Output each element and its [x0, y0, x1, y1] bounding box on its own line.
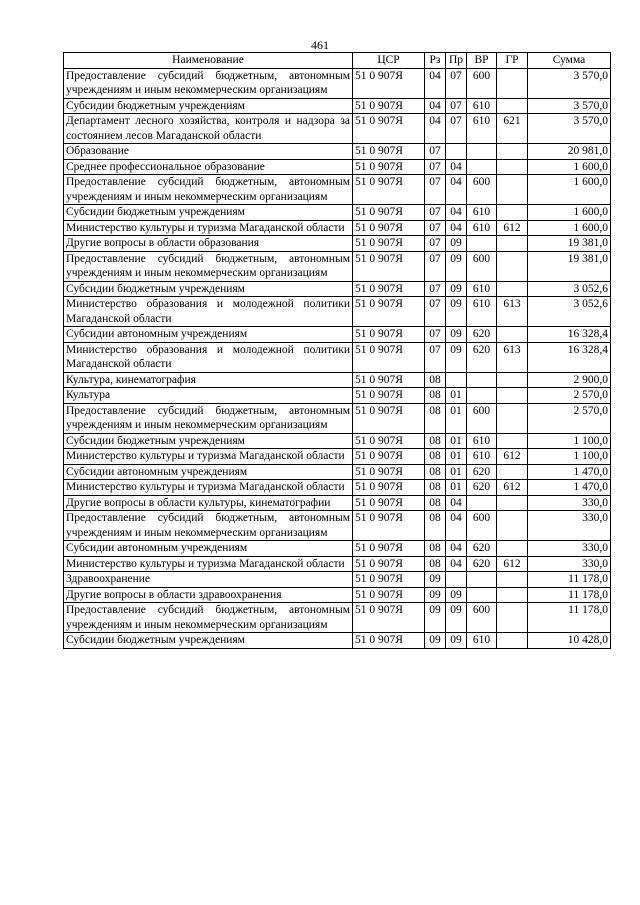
cell-vr: 610 [467, 281, 497, 297]
cell-gr [497, 68, 528, 98]
cell-sum: 1 100,0 [528, 449, 611, 465]
cell-name: Предоставление субсидий бюджетным, автономным учреждениям и иным некоммерческим организациям [64, 175, 353, 205]
cell-name: Министерство культуры и туризма Магаданской области [64, 556, 353, 572]
cell-gr: 612 [497, 556, 528, 572]
cell-rz: 08 [425, 556, 446, 572]
cell-vr [467, 587, 497, 603]
cell-sum: 1 600,0 [528, 220, 611, 236]
cell-vr: 610 [467, 433, 497, 449]
cell-csr: 51 0 907Я [353, 327, 425, 343]
table-row [64, 372, 611, 388]
cell-sum: 16 328,4 [528, 342, 611, 372]
cell-csr: 51 0 907Я [353, 251, 425, 281]
cell-pr: 07 [446, 98, 467, 114]
table-row [64, 449, 611, 465]
cell-pr: 01 [446, 464, 467, 480]
table-row [64, 342, 611, 372]
table-row [64, 175, 611, 205]
table-row [64, 236, 611, 252]
cell-pr: 09 [446, 297, 467, 327]
cell-gr [497, 144, 528, 160]
header-sum: Сумма [528, 53, 611, 69]
cell-name: Предоставление субсидий бюджетным, автономным учреждениям и иным некоммерческим организациям [64, 403, 353, 433]
table-row [64, 205, 611, 221]
cell-csr: 51 0 907Я [353, 98, 425, 114]
cell-name: Министерство культуры и туризма Магаданской области [64, 449, 353, 465]
cell-sum: 330,0 [528, 511, 611, 541]
cell-sum: 16 328,4 [528, 327, 611, 343]
cell-csr: 51 0 907Я [353, 68, 425, 98]
cell-name: Субсидии бюджетным учреждениям [64, 98, 353, 114]
cell-vr: 620 [467, 342, 497, 372]
cell-rz: 07 [425, 175, 446, 205]
cell-vr: 610 [467, 114, 497, 144]
cell-pr: 04 [446, 511, 467, 541]
cell-sum: 20 981,0 [528, 144, 611, 160]
header-gr: ГР [497, 53, 528, 69]
cell-pr: 09 [446, 342, 467, 372]
cell-csr: 51 0 907Я [353, 281, 425, 297]
table-row [64, 281, 611, 297]
cell-pr: 09 [446, 633, 467, 649]
cell-vr [467, 495, 497, 511]
cell-csr: 51 0 907Я [353, 587, 425, 603]
cell-csr: 51 0 907Я [353, 556, 425, 572]
table-row [64, 403, 611, 433]
cell-sum: 1 600,0 [528, 159, 611, 175]
table-row [64, 220, 611, 236]
header-name: Наименование [64, 53, 353, 69]
table-row [64, 98, 611, 114]
cell-rz: 08 [425, 464, 446, 480]
cell-rz: 08 [425, 541, 446, 557]
cell-csr: 51 0 907Я [353, 464, 425, 480]
table-row [64, 633, 611, 649]
cell-vr: 600 [467, 511, 497, 541]
cell-rz: 08 [425, 372, 446, 388]
cell-name: Департамент лесного хозяйства, контроля и надзора за состоянием лесов Магаданской области [64, 114, 353, 144]
cell-name: Министерство культуры и туризма Магаданской области [64, 480, 353, 496]
cell-sum: 19 381,0 [528, 251, 611, 281]
cell-vr: 600 [467, 403, 497, 433]
cell-name: Субсидии автономным учреждениям [64, 327, 353, 343]
cell-vr: 610 [467, 449, 497, 465]
cell-gr [497, 98, 528, 114]
table-row [64, 68, 611, 98]
cell-pr: 01 [446, 388, 467, 404]
cell-csr: 51 0 907Я [353, 603, 425, 633]
table-row [64, 114, 611, 144]
cell-rz: 07 [425, 236, 446, 252]
table-row [64, 541, 611, 557]
table-row [64, 587, 611, 603]
cell-csr: 51 0 907Я [353, 114, 425, 144]
cell-vr: 610 [467, 633, 497, 649]
cell-pr [446, 572, 467, 588]
cell-csr: 51 0 907Я [353, 480, 425, 496]
table-row [64, 480, 611, 496]
cell-name: Министерство образования и молодежной политики Магаданской области [64, 297, 353, 327]
cell-vr: 610 [467, 220, 497, 236]
cell-name: Другие вопросы в области культуры, кинематографии [64, 495, 353, 511]
cell-vr: 620 [467, 327, 497, 343]
cell-csr: 51 0 907Я [353, 236, 425, 252]
cell-gr [497, 433, 528, 449]
cell-gr [497, 633, 528, 649]
cell-name: Предоставление субсидий бюджетным, автономным учреждениям и иным некоммерческим организациям [64, 68, 353, 98]
cell-csr: 51 0 907Я [353, 205, 425, 221]
cell-name: Субсидии автономным учреждениям [64, 464, 353, 480]
cell-gr: 621 [497, 114, 528, 144]
cell-pr: 07 [446, 68, 467, 98]
cell-rz: 08 [425, 388, 446, 404]
cell-pr [446, 372, 467, 388]
cell-name: Предоставление субсидий бюджетным, автономным учреждениям и иным некоммерческим организациям [64, 251, 353, 281]
cell-csr: 51 0 907Я [353, 572, 425, 588]
cell-pr: 09 [446, 327, 467, 343]
cell-vr [467, 372, 497, 388]
table-row [64, 159, 611, 175]
cell-vr: 610 [467, 98, 497, 114]
cell-gr [497, 205, 528, 221]
cell-pr: 04 [446, 556, 467, 572]
cell-vr [467, 144, 497, 160]
cell-name: Среднее профессиональное образование [64, 159, 353, 175]
cell-sum: 330,0 [528, 495, 611, 511]
cell-rz: 04 [425, 68, 446, 98]
cell-rz: 08 [425, 480, 446, 496]
cell-sum: 3 570,0 [528, 98, 611, 114]
cell-rz: 07 [425, 297, 446, 327]
cell-vr: 610 [467, 297, 497, 327]
table-body [64, 68, 611, 648]
cell-vr: 620 [467, 464, 497, 480]
cell-sum: 1 100,0 [528, 433, 611, 449]
table-row [64, 603, 611, 633]
cell-name: Предоставление субсидий бюджетным, автономным учреждениям и иным некоммерческим организациям [64, 603, 353, 633]
cell-sum: 11 178,0 [528, 572, 611, 588]
cell-name: Другие вопросы в области образования [64, 236, 353, 252]
cell-rz: 09 [425, 603, 446, 633]
table-row [64, 556, 611, 572]
cell-vr: 620 [467, 541, 497, 557]
table-row [64, 144, 611, 160]
cell-csr: 51 0 907Я [353, 511, 425, 541]
cell-sum: 19 381,0 [528, 236, 611, 252]
cell-vr: 600 [467, 603, 497, 633]
cell-gr [497, 388, 528, 404]
cell-name: Субсидии автономным учреждениям [64, 541, 353, 557]
cell-csr: 51 0 907Я [353, 388, 425, 404]
cell-name: Другие вопросы в области здравоохранения [64, 587, 353, 603]
cell-gr [497, 511, 528, 541]
cell-csr: 51 0 907Я [353, 372, 425, 388]
cell-pr: 09 [446, 587, 467, 603]
cell-pr: 09 [446, 603, 467, 633]
cell-pr: 04 [446, 159, 467, 175]
cell-gr [497, 587, 528, 603]
cell-rz: 08 [425, 495, 446, 511]
cell-csr: 51 0 907Я [353, 144, 425, 160]
cell-name: Культура, кинематография [64, 372, 353, 388]
cell-gr [497, 236, 528, 252]
table-row [64, 511, 611, 541]
cell-name: Министерство культуры и туризма Магаданской области [64, 220, 353, 236]
cell-vr [467, 159, 497, 175]
cell-rz: 08 [425, 433, 446, 449]
cell-name: Образование [64, 144, 353, 160]
cell-pr: 01 [446, 433, 467, 449]
table-row [64, 327, 611, 343]
cell-sum: 330,0 [528, 541, 611, 557]
cell-gr [497, 281, 528, 297]
cell-rz: 07 [425, 342, 446, 372]
cell-vr [467, 236, 497, 252]
cell-gr [497, 403, 528, 433]
table-row [64, 464, 611, 480]
table-row [64, 495, 611, 511]
cell-pr: 09 [446, 281, 467, 297]
cell-pr: 09 [446, 236, 467, 252]
cell-pr: 01 [446, 480, 467, 496]
table-row [64, 433, 611, 449]
cell-csr: 51 0 907Я [353, 342, 425, 372]
cell-name: Культура [64, 388, 353, 404]
cell-sum: 11 178,0 [528, 603, 611, 633]
cell-name: Субсидии бюджетным учреждениям [64, 633, 353, 649]
cell-pr [446, 144, 467, 160]
cell-pr: 04 [446, 495, 467, 511]
cell-sum: 330,0 [528, 556, 611, 572]
cell-sum: 1 470,0 [528, 464, 611, 480]
cell-gr [497, 541, 528, 557]
cell-sum: 3 052,6 [528, 281, 611, 297]
cell-gr: 613 [497, 297, 528, 327]
table-row [64, 251, 611, 281]
cell-gr [497, 464, 528, 480]
cell-vr: 620 [467, 480, 497, 496]
cell-gr: 613 [497, 342, 528, 372]
cell-csr: 51 0 907Я [353, 159, 425, 175]
cell-vr: 600 [467, 251, 497, 281]
cell-gr [497, 175, 528, 205]
cell-rz: 07 [425, 327, 446, 343]
cell-csr: 51 0 907Я [353, 220, 425, 236]
cell-csr: 51 0 907Я [353, 403, 425, 433]
cell-csr: 51 0 907Я [353, 449, 425, 465]
cell-pr: 09 [446, 251, 467, 281]
table-row [64, 572, 611, 588]
cell-sum: 3 052,6 [528, 297, 611, 327]
cell-gr: 612 [497, 480, 528, 496]
cell-vr: 610 [467, 205, 497, 221]
cell-pr: 04 [446, 175, 467, 205]
cell-rz: 07 [425, 159, 446, 175]
cell-name: Здравоохранение [64, 572, 353, 588]
cell-rz: 07 [425, 144, 446, 160]
table-row [64, 388, 611, 404]
cell-rz: 04 [425, 114, 446, 144]
cell-rz: 08 [425, 449, 446, 465]
cell-vr: 620 [467, 556, 497, 572]
cell-name: Предоставление субсидий бюджетным, автономным учреждениям и иным некоммерческим организациям [64, 511, 353, 541]
cell-vr [467, 572, 497, 588]
cell-name: Субсидии бюджетным учреждениям [64, 433, 353, 449]
cell-rz: 04 [425, 98, 446, 114]
header-rz: Рз [425, 53, 446, 69]
cell-gr: 612 [497, 220, 528, 236]
cell-rz: 07 [425, 205, 446, 221]
cell-csr: 51 0 907Я [353, 495, 425, 511]
cell-rz: 08 [425, 403, 446, 433]
cell-csr: 51 0 907Я [353, 297, 425, 327]
page-number: 461 [311, 38, 329, 52]
cell-sum: 1 600,0 [528, 205, 611, 221]
cell-sum: 2 570,0 [528, 403, 611, 433]
cell-sum: 3 570,0 [528, 68, 611, 98]
cell-sum: 2 570,0 [528, 388, 611, 404]
header-row [64, 53, 611, 69]
cell-gr [497, 495, 528, 511]
table-row [64, 297, 611, 327]
cell-name: Министерство образования и молодежной политики Магаданской области [64, 342, 353, 372]
cell-rz: 07 [425, 251, 446, 281]
cell-gr: 612 [497, 449, 528, 465]
cell-name: Субсидии бюджетным учреждениям [64, 281, 353, 297]
cell-pr: 07 [446, 114, 467, 144]
cell-sum: 2 900,0 [528, 372, 611, 388]
cell-rz: 08 [425, 511, 446, 541]
cell-gr [497, 159, 528, 175]
cell-pr: 04 [446, 220, 467, 236]
cell-pr: 04 [446, 541, 467, 557]
cell-sum: 11 178,0 [528, 587, 611, 603]
cell-gr [497, 327, 528, 343]
cell-rz: 07 [425, 281, 446, 297]
cell-rz: 09 [425, 633, 446, 649]
cell-vr: 600 [467, 175, 497, 205]
header-csr: ЦСР [353, 53, 425, 69]
cell-pr: 01 [446, 449, 467, 465]
header-vr: ВР [467, 53, 497, 69]
budget-table [63, 52, 611, 649]
cell-name: Субсидии бюджетным учреждениям [64, 205, 353, 221]
cell-csr: 51 0 907Я [353, 633, 425, 649]
cell-rz: 07 [425, 220, 446, 236]
cell-sum: 10 428,0 [528, 633, 611, 649]
cell-vr [467, 388, 497, 404]
cell-pr: 04 [446, 205, 467, 221]
cell-rz: 09 [425, 587, 446, 603]
cell-gr [497, 572, 528, 588]
cell-gr [497, 251, 528, 281]
header-pr: Пр [446, 53, 467, 69]
cell-vr: 600 [467, 68, 497, 98]
cell-sum: 3 570,0 [528, 114, 611, 144]
cell-sum: 1 600,0 [528, 175, 611, 205]
cell-csr: 51 0 907Я [353, 541, 425, 557]
cell-sum: 1 470,0 [528, 480, 611, 496]
cell-gr [497, 603, 528, 633]
cell-pr: 01 [446, 403, 467, 433]
cell-gr [497, 372, 528, 388]
cell-csr: 51 0 907Я [353, 175, 425, 205]
cell-csr: 51 0 907Я [353, 433, 425, 449]
cell-rz: 09 [425, 572, 446, 588]
